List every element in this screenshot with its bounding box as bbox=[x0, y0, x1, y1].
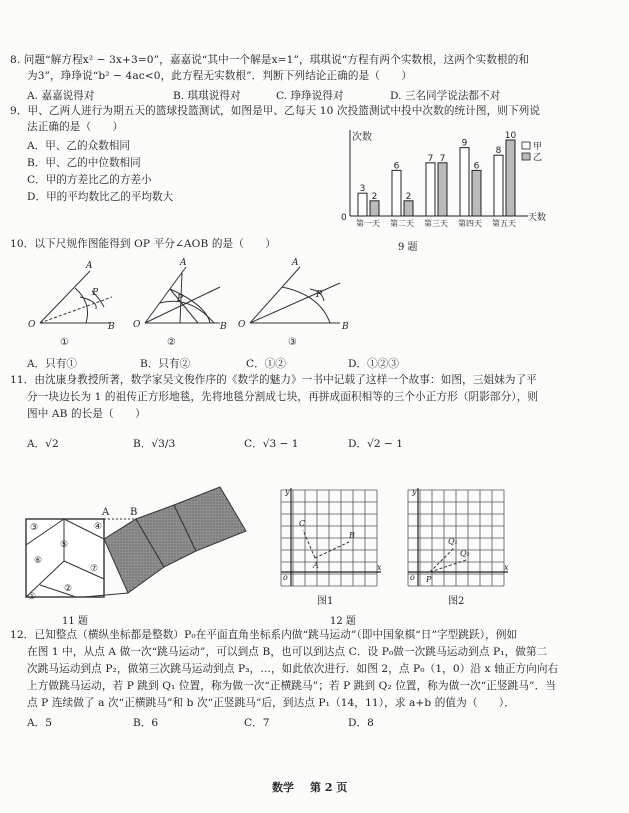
q12-option-c[interactable]: C．7 bbox=[244, 717, 270, 729]
q10-option-b[interactable]: B．只有② bbox=[140, 358, 191, 370]
q12-fig1-x: x bbox=[377, 563, 382, 572]
footer-subject: 数学 bbox=[272, 781, 294, 794]
q10-fig2-a: A bbox=[180, 258, 187, 268]
q11-piece-2: ② bbox=[64, 584, 73, 594]
q12-fig1-a: A bbox=[313, 561, 319, 570]
q12-fig2-caption: 图2 bbox=[448, 596, 465, 607]
q10-fig2-o: O bbox=[133, 320, 141, 330]
q12-line-5: 点 P 连续做了 a 次“正横跳马”和 b 次“正竖跳马”后，到达点 P₁（14，11），求 a+b 的值为（ ）． bbox=[27, 697, 515, 709]
q8-option-d[interactable]: D. 三名同学说法都不对 bbox=[390, 90, 501, 102]
q10-fig1-o: O bbox=[28, 320, 36, 330]
origin-label: 0 bbox=[341, 213, 347, 223]
q12-fig2-y: y bbox=[412, 487, 417, 496]
q8-option-c[interactable]: C. 琤琤说得对 bbox=[276, 90, 344, 102]
q12-caption: 12 题 bbox=[330, 616, 356, 627]
q10-stem: 10．以下尺规作图能得到 OP 平分∠AOB 的是（ ） bbox=[10, 238, 276, 250]
q9-line-1: 9．甲、乙两人进行为期五天的篮球投篮测试，如图是甲、乙每天 10 次投篮测试中投中次数的统计图，则下列说 bbox=[10, 105, 541, 117]
q8-line-2: 为3”，琤琤说“b² − 4ac<0，此方程无实数根”．判断下列结论正确的是（ ） bbox=[27, 70, 413, 82]
q12-line-4: 上方做跳马运动，若 P 跳到 Q₁ 位置，称为做一次“正横跳马”；若 P 跳到 Q₂ 位置，称为做一次“正竖跳马”．当 bbox=[27, 680, 556, 692]
q8-line-1: 8. 问题“解方程x² − 3x+3=0”，嘉嘉说“其中一个解是x=1”，琪琪说“方程有两个实数根，这两个实数根的和 bbox=[10, 54, 530, 66]
bar-yi-3 bbox=[438, 163, 447, 216]
q12-option-d[interactable]: D．8 bbox=[348, 717, 374, 729]
q12-option-a[interactable]: A．5 bbox=[27, 717, 52, 729]
q9-option-d[interactable]: D．甲的平均数比乙的平均数大 bbox=[27, 191, 174, 203]
q10-fig-number-1: ① bbox=[60, 337, 69, 348]
bar-yi-2 bbox=[404, 201, 413, 216]
x-tick-label-5: 第五天 bbox=[492, 219, 516, 228]
q10-fig3-o: O bbox=[238, 320, 246, 330]
bar-jia-3 bbox=[426, 163, 435, 216]
legend-swatch-2 bbox=[522, 153, 530, 160]
x-tick-label-1: 第一天 bbox=[356, 219, 380, 228]
q10-fig1-a: A bbox=[86, 261, 93, 271]
bar-label-yi-4: 6 bbox=[473, 161, 480, 172]
q11-option-d[interactable]: D．√2 − 1 bbox=[348, 438, 403, 450]
q11-line-2: 分一块边长为 1 的祖传正方形地毯，先将地毯分割成七块，再拼成面积相等的三个小正方形（阴影部分），则 bbox=[27, 391, 539, 403]
legend-label-1: 甲 bbox=[533, 142, 543, 152]
q12-fig1-c: C bbox=[299, 519, 306, 528]
x-tick-label-4: 第四天 bbox=[458, 219, 482, 228]
bar-label-jia-2: 6 bbox=[393, 161, 400, 172]
q12-fig1-b: B bbox=[349, 531, 355, 540]
x-tick-label-2: 第二天 bbox=[390, 219, 414, 228]
q11-piece-3: ③ bbox=[30, 523, 39, 533]
y-axis-label: 次数 bbox=[352, 132, 372, 143]
q9-bar-chart bbox=[338, 128, 548, 238]
q10-fig2-p: P bbox=[177, 294, 184, 304]
q12-fig2-p: P bbox=[426, 575, 432, 584]
bar-label-yi-1: 2 bbox=[371, 191, 378, 202]
q12-fig1-o: o bbox=[283, 573, 288, 582]
q10-fig2-b: B bbox=[220, 322, 227, 332]
q11-piece-1: ① bbox=[28, 592, 37, 602]
q9-option-b[interactable]: B．甲、乙的中位数相同 bbox=[27, 157, 141, 169]
q9-line-2: 法正确的是（ ） bbox=[27, 121, 124, 133]
q12-line-1: 12．已知整点（横纵坐标都是整数）P₀在平面直角坐标系内做“跳马运动”（即中国象棋“日”字型跳跃），例如 bbox=[10, 629, 518, 641]
bar-label-yi-2: 2 bbox=[405, 191, 412, 202]
bar-yi-1 bbox=[370, 201, 379, 216]
bar-label-jia-4: 9 bbox=[461, 138, 468, 149]
q8-option-a[interactable]: A. 嘉嘉说得对 bbox=[27, 90, 95, 102]
q11-line-1: 11．由沈康身教授所著，数学家吴文俊作序的《数学的魅力》一书中记载了这样一个故事：如图，三姐妹为了平 bbox=[10, 374, 537, 386]
bar-label-jia-1: 3 bbox=[359, 184, 366, 195]
q11-figure bbox=[24, 475, 256, 603]
q11-piece-4: ④ bbox=[94, 522, 103, 532]
q11-piece-7: ⑦ bbox=[90, 564, 99, 574]
q11-piece-6: ⑥ bbox=[34, 556, 43, 566]
q11-option-c[interactable]: C．√3 − 1 bbox=[244, 438, 299, 450]
q10-fig3-p: P bbox=[316, 290, 323, 300]
q10-figure-3 bbox=[250, 267, 340, 323]
q9-option-c[interactable]: C．甲的方差比乙的方差小 bbox=[27, 174, 152, 186]
q9-option-a[interactable]: A．甲、乙的众数相同 bbox=[27, 140, 130, 152]
q12-figure-1 bbox=[277, 486, 387, 596]
footer-page: 第 2 页 bbox=[310, 781, 348, 794]
q10-fig1-b: B bbox=[108, 322, 115, 332]
bar-jia-1 bbox=[358, 193, 367, 216]
legend-swatch-1 bbox=[522, 142, 530, 149]
q12-fig1-caption: 图1 bbox=[317, 596, 334, 607]
legend-label-2: 乙 bbox=[533, 153, 543, 163]
q10-option-c[interactable]: C．①② bbox=[246, 358, 286, 370]
q12-option-b[interactable]: B．6 bbox=[133, 717, 159, 729]
q10-option-a[interactable]: A．只有① bbox=[27, 358, 78, 370]
q12-fig2-q2: Q₂ bbox=[460, 549, 470, 558]
x-tick-label-3: 第三天 bbox=[424, 219, 448, 228]
q12-fig2-x: x bbox=[504, 563, 509, 572]
q9-caption: 9 题 bbox=[398, 242, 418, 253]
q11-caption: 11 题 bbox=[62, 616, 88, 627]
x-axis-label: 天数 bbox=[528, 213, 547, 223]
q11-point-a: A bbox=[102, 507, 110, 518]
q11-piece-5: ⑤ bbox=[60, 540, 69, 550]
q10-fig-number-2: ② bbox=[167, 337, 176, 348]
bar-jia-5 bbox=[494, 155, 503, 216]
q12-line-2: 在图 1 中，从点 A 做一次“跳马运动”，可以到点 B，也可以到达点 C．设 P₀做一次跳马运动到点 P₁，做第二 bbox=[27, 646, 548, 658]
q11-option-b[interactable]: B．√3/3 bbox=[133, 438, 176, 450]
q11-point-b: B bbox=[130, 507, 138, 518]
q10-figures bbox=[20, 255, 360, 355]
q10-fig1-p: P bbox=[92, 288, 99, 298]
q12-fig1-y: y bbox=[285, 487, 290, 496]
q10-fig3-a: A bbox=[292, 258, 299, 268]
q11-line-3: 图中 AB 的长是（ ） bbox=[27, 408, 146, 420]
bar-label-yi-3: 7 bbox=[439, 153, 446, 164]
bar-jia-4 bbox=[460, 148, 469, 216]
q10-option-d[interactable]: D．①②③ bbox=[348, 358, 399, 370]
q12-fig2-q1: Q₁ bbox=[448, 537, 458, 546]
q12-figure-2 bbox=[404, 486, 514, 596]
bar-label-jia-5: 8 bbox=[495, 146, 502, 157]
q11-option-a[interactable]: A．√2 bbox=[27, 438, 59, 450]
bar-yi-4 bbox=[472, 170, 481, 216]
q10-fig-number-3: ③ bbox=[288, 337, 297, 348]
q12-fig2-o: o bbox=[410, 573, 415, 582]
bar-jia-2 bbox=[392, 170, 401, 216]
q12-line-3: 次跳马运动到点 P₂，做第三次跳马运动到点 P₃，…，如此依次进行．如图 2，点 P₀（1，0）沿 x 轴正方向向右 bbox=[27, 663, 559, 675]
q10-figure-1 bbox=[40, 271, 112, 323]
q8-option-b[interactable]: B. 琪琪说得对 bbox=[173, 90, 241, 102]
bar-label-yi-5: 10 bbox=[504, 131, 517, 141]
bar-label-jia-3: 7 bbox=[427, 153, 434, 164]
bar-yi-5 bbox=[506, 140, 515, 216]
q10-fig3-b: B bbox=[342, 322, 349, 332]
